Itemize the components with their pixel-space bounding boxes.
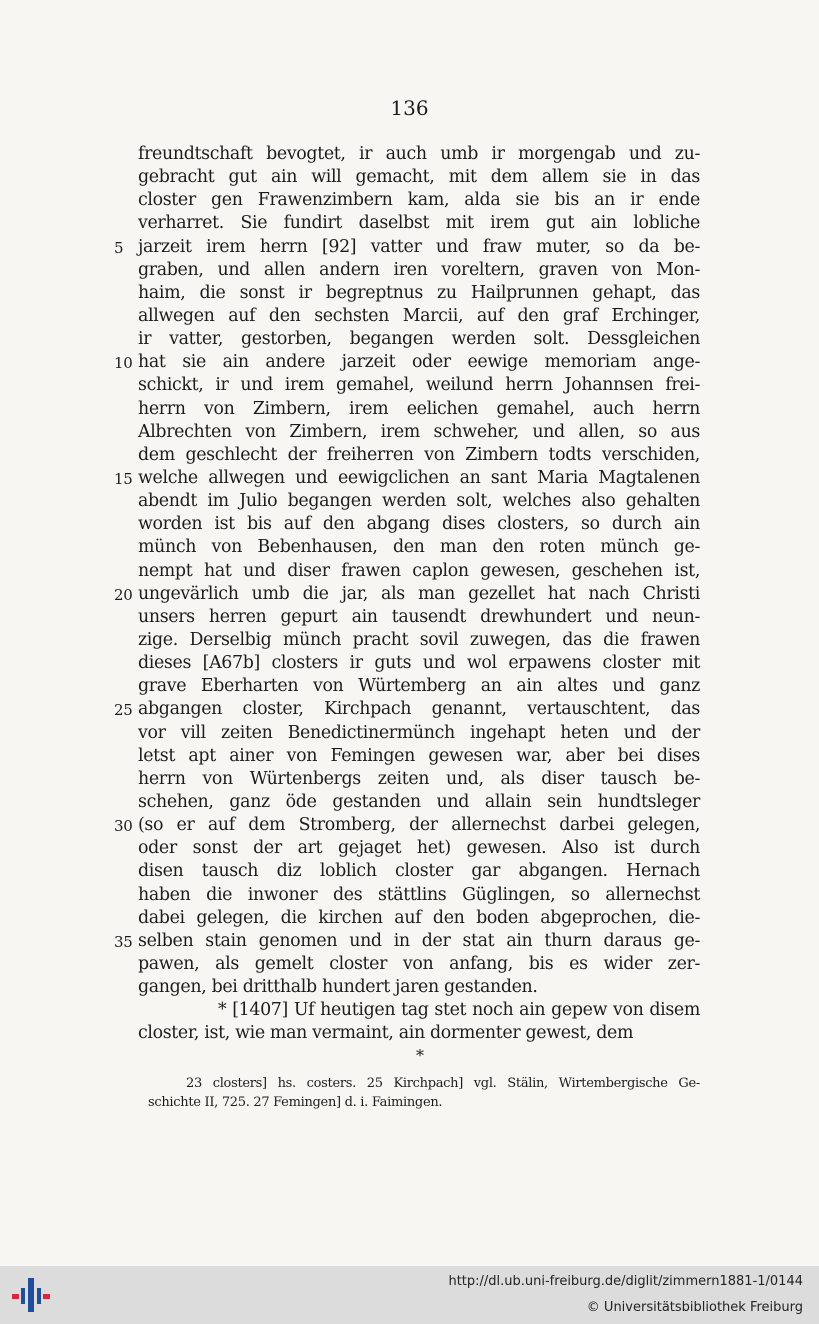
- footer-url-link[interactable]: http://dl.ub.uni-freiburg.de/diglit/zimmern1881-1/0144: [448, 1274, 803, 1289]
- text-line: [138, 999, 700, 1022]
- line-text: dem geschlecht der freiherren von Zimbern todts verschiden,: [138, 444, 700, 465]
- line-text: unsers herren gepurt ain tausendt drewhundert und neun-: [138, 606, 700, 627]
- text-line: [138, 282, 700, 305]
- text-line: [138, 328, 700, 351]
- line-text: schehen, ganz öde gestanden und allain sein hundtsleger: [138, 791, 700, 812]
- text-line: [138, 1022, 700, 1045]
- ub-freiburg-logo-icon[interactable]: [12, 1276, 52, 1316]
- line-text: dieses [A67b] closters ir guts und wol erpawens closter mit: [138, 653, 700, 674]
- line-text: hat sie ain andere jarzeit oder eewige memoriam ange-: [138, 352, 700, 373]
- text-line: [138, 837, 700, 860]
- text-line: [114, 236, 700, 259]
- text-line: [138, 675, 700, 698]
- text-line: [138, 907, 700, 930]
- line-text: nempt hat und diser frawen caplon gewesen, geschehen ist,: [138, 560, 700, 581]
- text-line: [138, 884, 700, 907]
- line-text: zige. Derselbig münch pracht sovil zuwegen, das die frawen: [138, 629, 700, 650]
- line-text: allwegen auf den sechsten Marcii, auf den graf Erchinger,: [138, 305, 700, 326]
- text-line: [114, 698, 700, 721]
- line-text: haim, die sonst ir begreptnus zu Hailprunnen gehapt, das: [138, 282, 700, 303]
- text-line: [138, 305, 700, 328]
- line-number: 35: [114, 932, 133, 951]
- line-text: freundtschaft bevogtet, ir auch umb ir morgengab und zu-: [138, 144, 700, 164]
- text-line: [138, 722, 700, 745]
- line-text: (so er auf dem Stromberg, der allernechst darbei gelegen,: [138, 815, 700, 836]
- line-text: closter, ist, wie man vermaint, ain dormenter gewest, dem: [138, 1023, 634, 1044]
- line-text: jarzeit irem herrn [92] vatter und fraw muter, so da be-: [138, 236, 700, 257]
- line-text: closter gen Frawenzimbern kam, alda sie bis an ir ende: [138, 190, 700, 211]
- text-line: [138, 189, 700, 212]
- line-text: gebracht gut ain will gemacht, mit dem allem sie in das: [138, 167, 700, 188]
- footer-copyright: © Universitätsbibliothek Freiburg: [586, 1300, 803, 1315]
- text-line: [114, 930, 700, 953]
- main-text: [114, 143, 700, 1045]
- text-line: [138, 953, 700, 976]
- text-line: [114, 467, 700, 490]
- line-number: 30: [114, 817, 133, 836]
- line-text: gangen, bei dritthalb hundert jaren gestanden.: [138, 977, 538, 998]
- line-number: 20: [114, 585, 133, 604]
- line-text: selben stain genomen und in der stat ain thurn daraus ge-: [138, 930, 700, 951]
- line-text: letst apt ainer von Femingen gewesen war, aber bei dises: [138, 745, 700, 766]
- line-text: verharret. Sie fundirt daselbst mit irem gut ain lobliche: [138, 213, 700, 234]
- line-number: 10: [114, 354, 133, 373]
- line-text: * [1407] Uf heutigen tag stet noch ain gepew von disem: [218, 1000, 700, 1021]
- text-line: [138, 860, 700, 883]
- text-line: [138, 536, 700, 559]
- text-line: [114, 351, 700, 374]
- text-line: [138, 166, 700, 189]
- line-number: 5: [114, 238, 124, 257]
- text-line: [138, 976, 700, 999]
- footnotes: [148, 1074, 700, 1112]
- line-text: pawen, als gemelt closter von anfang, bis es wider zer-: [138, 953, 700, 974]
- text-line: [138, 745, 700, 768]
- line-text: ir vatter, gestorben, begangen werden solt. Dessgleichen: [138, 329, 700, 350]
- line-text: oder sonst der art gejaget het) gewesen. Also ist durch: [138, 838, 700, 859]
- text-line: [138, 398, 700, 421]
- text-line: [114, 814, 700, 837]
- text-line: [138, 212, 700, 235]
- text-line: [138, 629, 700, 652]
- line-text: welche allwegen und eewigclichen an sant Maria Magtalenen: [138, 467, 700, 488]
- footnote-line: 23 closters] hs. costers. 25 Kirchpach] vgl. Stälin, Wirtembergische Ge-: [186, 1076, 700, 1091]
- text-line: [138, 606, 700, 629]
- page-number: 136: [390, 96, 429, 120]
- line-text: grave Eberharten von Würtemberg an ain altes und ganz: [138, 676, 700, 697]
- line-text: haben die inwoner des stättlins Güglingen, so allernechst: [138, 884, 700, 905]
- line-text: ungevärlich umb die jar, als man gezellet hat nach Christi: [138, 583, 700, 604]
- footnote-line: schichte II, 725. 27 Femingen] d. i. Faimingen.: [148, 1095, 443, 1110]
- line-text: abgangen closter, Kirchpach genannt, vertauschtent, das: [138, 699, 700, 720]
- text-line: [138, 143, 700, 166]
- line-text: graben, und allen andern iren voreltern, graven von Mon-: [138, 259, 700, 280]
- text-line: [138, 652, 700, 675]
- line-text: worden ist bis auf den abgang dises closters, so durch ain: [138, 514, 700, 535]
- line-text: schickt, ir und irem gemahel, weilund herrn Johannsen frei-: [138, 375, 700, 396]
- line-text: Albrechten von Zimbern, irem schweher, und allen, so aus: [138, 421, 700, 442]
- line-text: herrn von Würtenbergs zeiten und, als diser tausch be-: [138, 768, 700, 789]
- text-line: [138, 768, 700, 791]
- text-line: [138, 791, 700, 814]
- asterisk-divider: *: [416, 1046, 424, 1065]
- line-text: vor vill zeiten Benedictinermünch ingehapt heten und der: [138, 722, 700, 743]
- text-line: [138, 421, 700, 444]
- text-line: [138, 490, 700, 513]
- line-text: disen tausch diz loblich closter gar abgangen. Hernach: [138, 861, 700, 882]
- text-line: [138, 259, 700, 282]
- line-text: abendt im Julio begangen werden solt, welches also gehalten: [138, 491, 700, 512]
- line-number: 25: [114, 701, 133, 720]
- text-line: [138, 513, 700, 536]
- line-text: dabei gelegen, die kirchen auf den boden abgeprochen, die-: [138, 907, 700, 928]
- line-text: münch von Bebenhausen, den man den roten münch ge-: [138, 537, 700, 558]
- text-line: [138, 560, 700, 583]
- line-text: herrn von Zimbern, irem eelichen gemahel, auch herrn: [138, 398, 700, 419]
- footer-bar: [0, 1266, 819, 1324]
- text-line: [138, 374, 700, 397]
- text-line: [138, 444, 700, 467]
- text-line: [114, 583, 700, 606]
- line-number: 15: [114, 469, 133, 488]
